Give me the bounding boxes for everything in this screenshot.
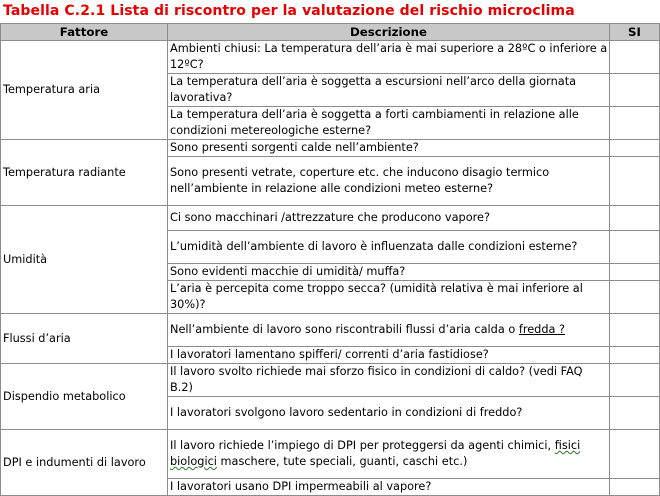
factor-dispendio-metabolico: Dispendio metabolico xyxy=(1,364,168,430)
si-checkbox-cell[interactable] xyxy=(610,479,660,496)
description-cell: Il lavoro svolto richiede mai sforzo fisico in condizioni di caldo? (vedi FAQ B.2) xyxy=(168,364,610,397)
description-text: Nell’ambiente di lavoro sono riscontrabili flussi d’aria calda o xyxy=(170,323,519,336)
si-checkbox-cell[interactable] xyxy=(610,107,660,140)
si-checkbox-cell[interactable] xyxy=(610,281,660,314)
description-cell: L’umidità dell’ambiente di lavoro è influenzata dalle condizioni esterne? xyxy=(168,231,610,264)
description-cell xyxy=(168,314,610,347)
description-cell: I lavoratori svolgono lavoro sedentario in condizioni di freddo? xyxy=(168,397,610,430)
header-fattore: Fattore xyxy=(1,24,168,41)
table-row xyxy=(1,206,660,231)
table-row xyxy=(1,314,660,347)
si-checkbox-cell[interactable] xyxy=(610,347,660,364)
si-checkbox-cell[interactable] xyxy=(610,430,660,479)
header-si: SI xyxy=(610,24,660,41)
si-checkbox-cell[interactable] xyxy=(610,314,660,347)
description-cell: Sono presenti sorgenti calde nell’ambiente? xyxy=(168,140,610,157)
si-checkbox-cell[interactable] xyxy=(610,231,660,264)
description-cell: Sono evidenti macchie di umidità/ muffa? xyxy=(168,264,610,281)
table-row xyxy=(1,140,660,157)
si-checkbox-cell[interactable] xyxy=(610,157,660,206)
header-descrizione: Descrizione xyxy=(168,24,610,41)
si-checkbox-cell[interactable] xyxy=(610,397,660,430)
description-text: maschere, tute speciali, guanti, caschi etc.) xyxy=(216,455,468,468)
factor-umidita: Umidità xyxy=(1,206,168,314)
description-cell: La temperatura dell’aria è soggetta a escursioni nell’arco della giornata lavorativa? xyxy=(168,74,610,107)
description-spellcheck-text: fisici xyxy=(554,439,581,452)
risk-checklist-table xyxy=(0,23,660,496)
table-row xyxy=(1,41,660,74)
si-checkbox-cell[interactable] xyxy=(610,74,660,107)
description-cell: Ci sono macchinari /attrezzature che producono vapore? xyxy=(168,206,610,231)
description-cell xyxy=(168,430,610,479)
description-cell: I lavoratori lamentano spifferi/ correnti d’aria fastidiose? xyxy=(168,347,610,364)
si-checkbox-cell[interactable] xyxy=(610,140,660,157)
si-checkbox-cell[interactable] xyxy=(610,41,660,74)
description-text: Il lavoro richiede l’impiego di DPI per proteggersi da agenti chimici, xyxy=(170,439,555,452)
factor-dpi: DPI e indumenti di lavoro xyxy=(1,430,168,496)
factor-flussi-aria: Flussi d’aria xyxy=(1,314,168,364)
table-row xyxy=(1,364,660,397)
description-cell: Ambienti chiusi: La temperatura dell’aria è mai superiore a 28ºC o inferiore a 12ºC? xyxy=(168,41,610,74)
factor-temperatura-aria: Temperatura aria xyxy=(1,41,168,140)
si-checkbox-cell[interactable] xyxy=(610,364,660,397)
description-cell: I lavoratori usano DPI impermeabili al vapore? xyxy=(168,479,610,496)
header-row xyxy=(1,24,660,41)
description-cell: L’aria è percepita come troppo secca? (umidità relativa è mai inferiore al 30%)? xyxy=(168,281,610,314)
factor-temperatura-radiante: Temperatura radiante xyxy=(1,140,168,206)
description-underlined-text: fredda ? xyxy=(518,323,566,336)
description-spellcheck-text: biologici xyxy=(170,455,217,468)
table-row xyxy=(1,430,660,479)
description-cell: La temperatura dell’aria è soggetta a forti cambiamenti in relazione alle condizioni metereologiche esterne? xyxy=(168,107,610,140)
table-title: Tabella C.2.1 Lista di riscontro per la valutazione del rischio microclima xyxy=(3,3,575,19)
si-checkbox-cell[interactable] xyxy=(610,264,660,281)
si-checkbox-cell[interactable] xyxy=(610,206,660,231)
description-cell: Sono presenti vetrate, coperture etc. che inducono disagio termico nell’ambiente in relazione alle condizioni meteo esterne? xyxy=(168,157,610,206)
